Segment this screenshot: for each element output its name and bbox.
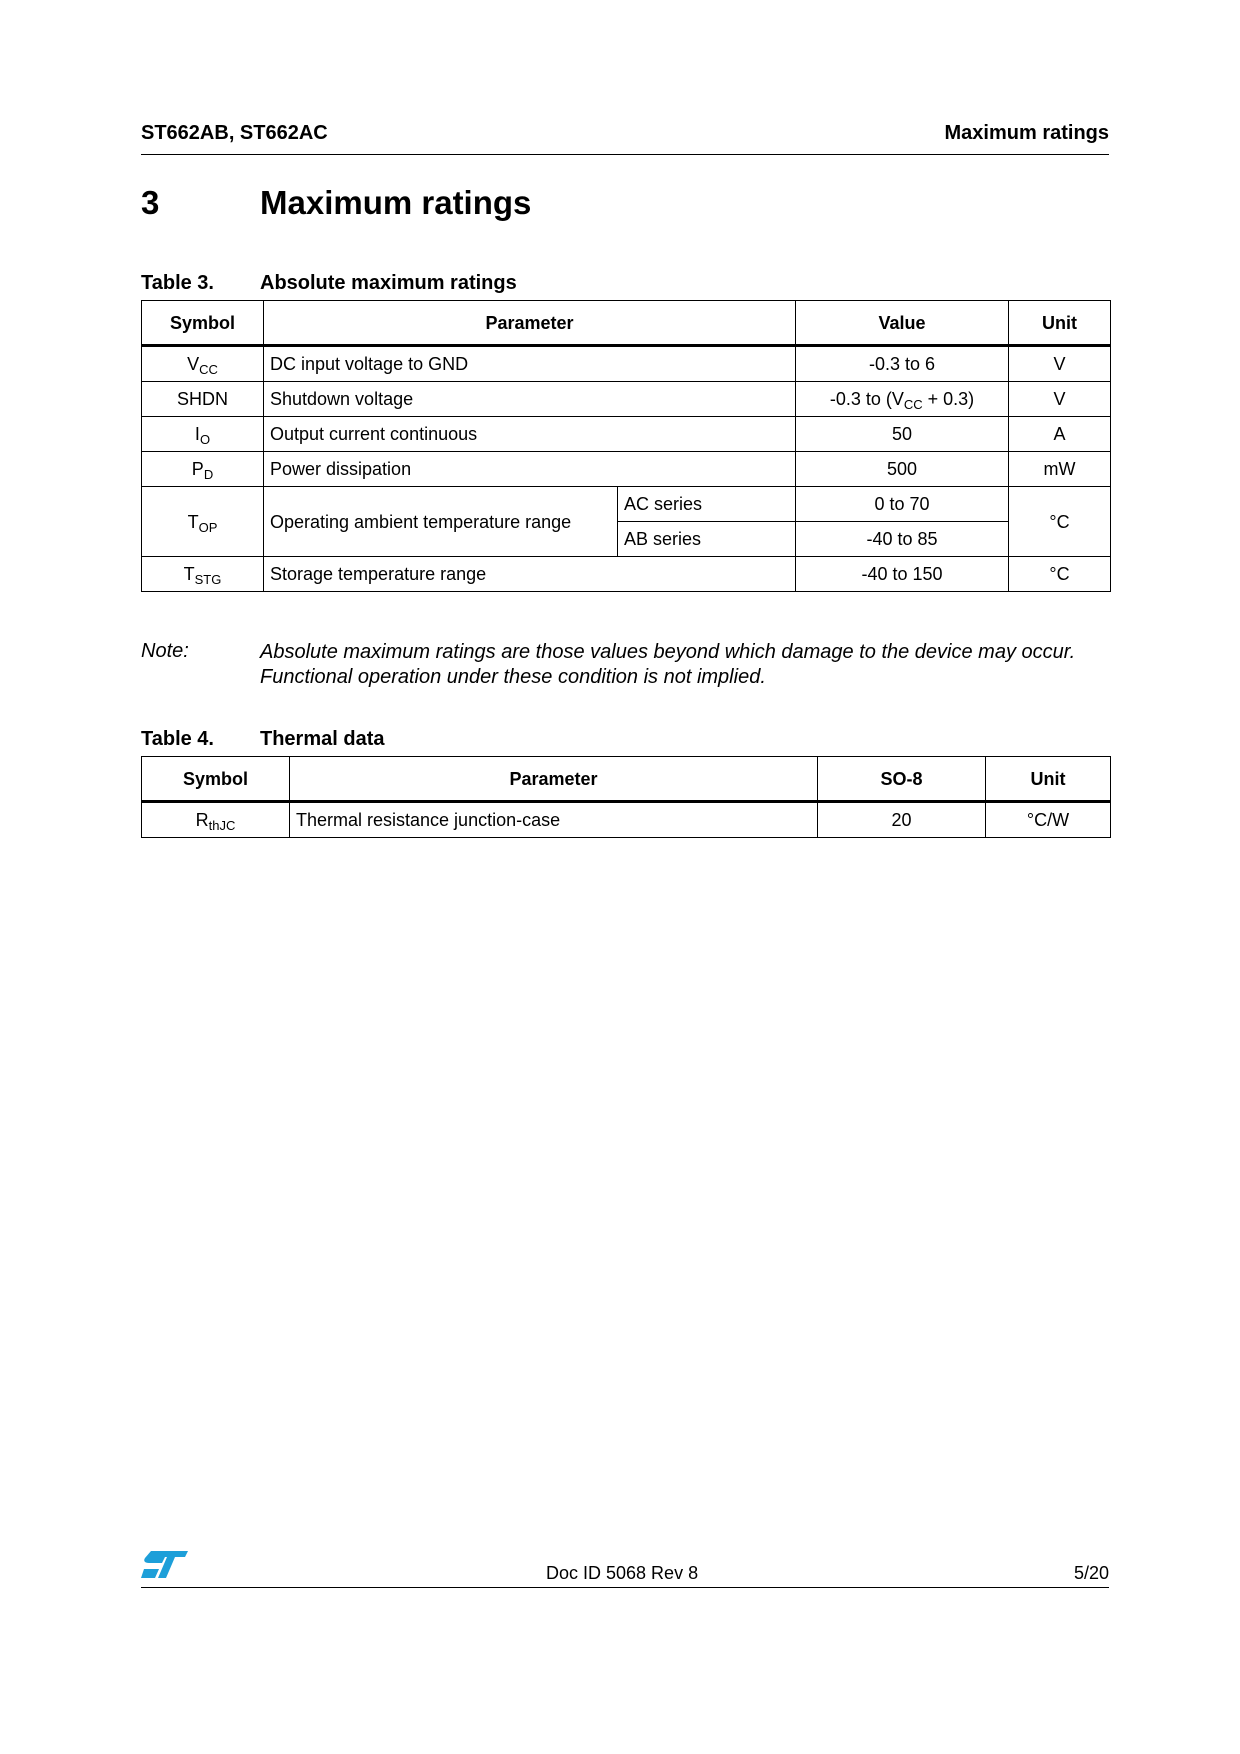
doc-header-right: Maximum ratings xyxy=(944,122,1109,144)
unit-cell: °C xyxy=(1009,487,1111,557)
table-row xyxy=(142,557,1111,592)
table-row xyxy=(142,417,1111,452)
sub-parameter-cell: AC series xyxy=(618,487,796,522)
header-rule xyxy=(141,154,1109,155)
symbol-cell: $T_{STG}$ xyxy=(142,557,264,592)
header-parameter: Parameter xyxy=(290,757,818,802)
footer-doc-id: Doc ID 5068 Rev 8 xyxy=(546,1563,699,1583)
symbol-cell: $T_{OP}$ xyxy=(142,487,264,557)
header-unit: Unit xyxy=(986,757,1111,802)
header-symbol: Symbol xyxy=(142,301,264,346)
table-row xyxy=(142,802,1111,838)
parameter-cell: Operating ambient temperature range xyxy=(264,487,618,557)
parameter-cell: Output current continuous xyxy=(264,417,796,452)
value-cell: -0.3 to $(V_{CC} + 0.3)$ xyxy=(796,382,1009,417)
note-label: Note: xyxy=(141,640,189,662)
unit-cell: V xyxy=(1009,346,1111,382)
doc-header-left: ST662AB, ST662AC xyxy=(141,122,328,144)
symbol-cell: $V_{CC}$ xyxy=(142,346,264,382)
unit-cell: °C xyxy=(1009,557,1111,592)
value-cell: 20 xyxy=(818,802,986,838)
table-row xyxy=(142,346,1111,382)
symbol-cell: $R_{thJC}$ xyxy=(142,802,290,838)
unit-cell: A xyxy=(1009,417,1111,452)
header-value: Value xyxy=(796,301,1009,346)
parameter-cell: Thermal resistance junction-case xyxy=(290,802,818,838)
value-cell: 0 to 70 xyxy=(796,487,1009,522)
absolute-max-ratings-table xyxy=(141,300,1111,592)
value-cell: -40 to 150 xyxy=(796,557,1009,592)
unit-cell: mW xyxy=(1009,452,1111,487)
parameter-cell: DC input voltage to GND xyxy=(264,346,796,382)
value-cell: 50 xyxy=(796,417,1009,452)
symbol-cell: SHDN xyxy=(142,382,264,417)
unit-cell: V xyxy=(1009,382,1111,417)
footer-page-number: 5/20 xyxy=(1073,1563,1109,1583)
header-symbol: Symbol xyxy=(142,757,290,802)
sub-parameter-cell: AB series xyxy=(618,522,796,557)
parameter-cell: Power dissipation xyxy=(264,452,796,487)
parameter-cell: Shutdown voltage xyxy=(264,382,796,417)
footer-rule xyxy=(141,1587,1109,1588)
table4-caption-title: Thermal data xyxy=(260,728,385,750)
symbol-cell: $P_D$ xyxy=(142,452,264,487)
parameter-cell: Storage temperature range xyxy=(264,557,796,592)
thermal-data-table xyxy=(141,756,1111,838)
table-header-row xyxy=(142,757,1111,802)
table-row xyxy=(142,452,1111,487)
st-logo-icon xyxy=(141,1549,189,1579)
st-logo-shape xyxy=(141,1551,188,1578)
value-cell: -40 to 85 xyxy=(796,522,1009,557)
unit-cell: °C/W xyxy=(986,802,1111,838)
header-parameter: Parameter xyxy=(264,301,796,346)
header-package: SO-8 xyxy=(818,757,986,802)
table-header-row xyxy=(142,301,1111,346)
table-row xyxy=(142,382,1111,417)
value-cell: 500 xyxy=(796,452,1009,487)
table3-caption-number: Table 3. xyxy=(141,272,214,294)
note-text: Absolute maximum ratings are those values beyond which damage to the device may occur. Functional operation under these condition is not implied. xyxy=(260,641,1076,688)
header-unit: Unit xyxy=(1009,301,1111,346)
table-row xyxy=(142,487,1111,522)
table4-caption-number: Table 4. xyxy=(141,728,214,750)
section-number: 3 xyxy=(141,184,160,221)
symbol-cell: $I_O$ xyxy=(142,417,264,452)
value-cell: -0.3 to 6 xyxy=(796,346,1009,382)
table3-caption-title: Absolute maximum ratings xyxy=(260,272,517,294)
section-title: Maximum ratings xyxy=(260,184,532,221)
